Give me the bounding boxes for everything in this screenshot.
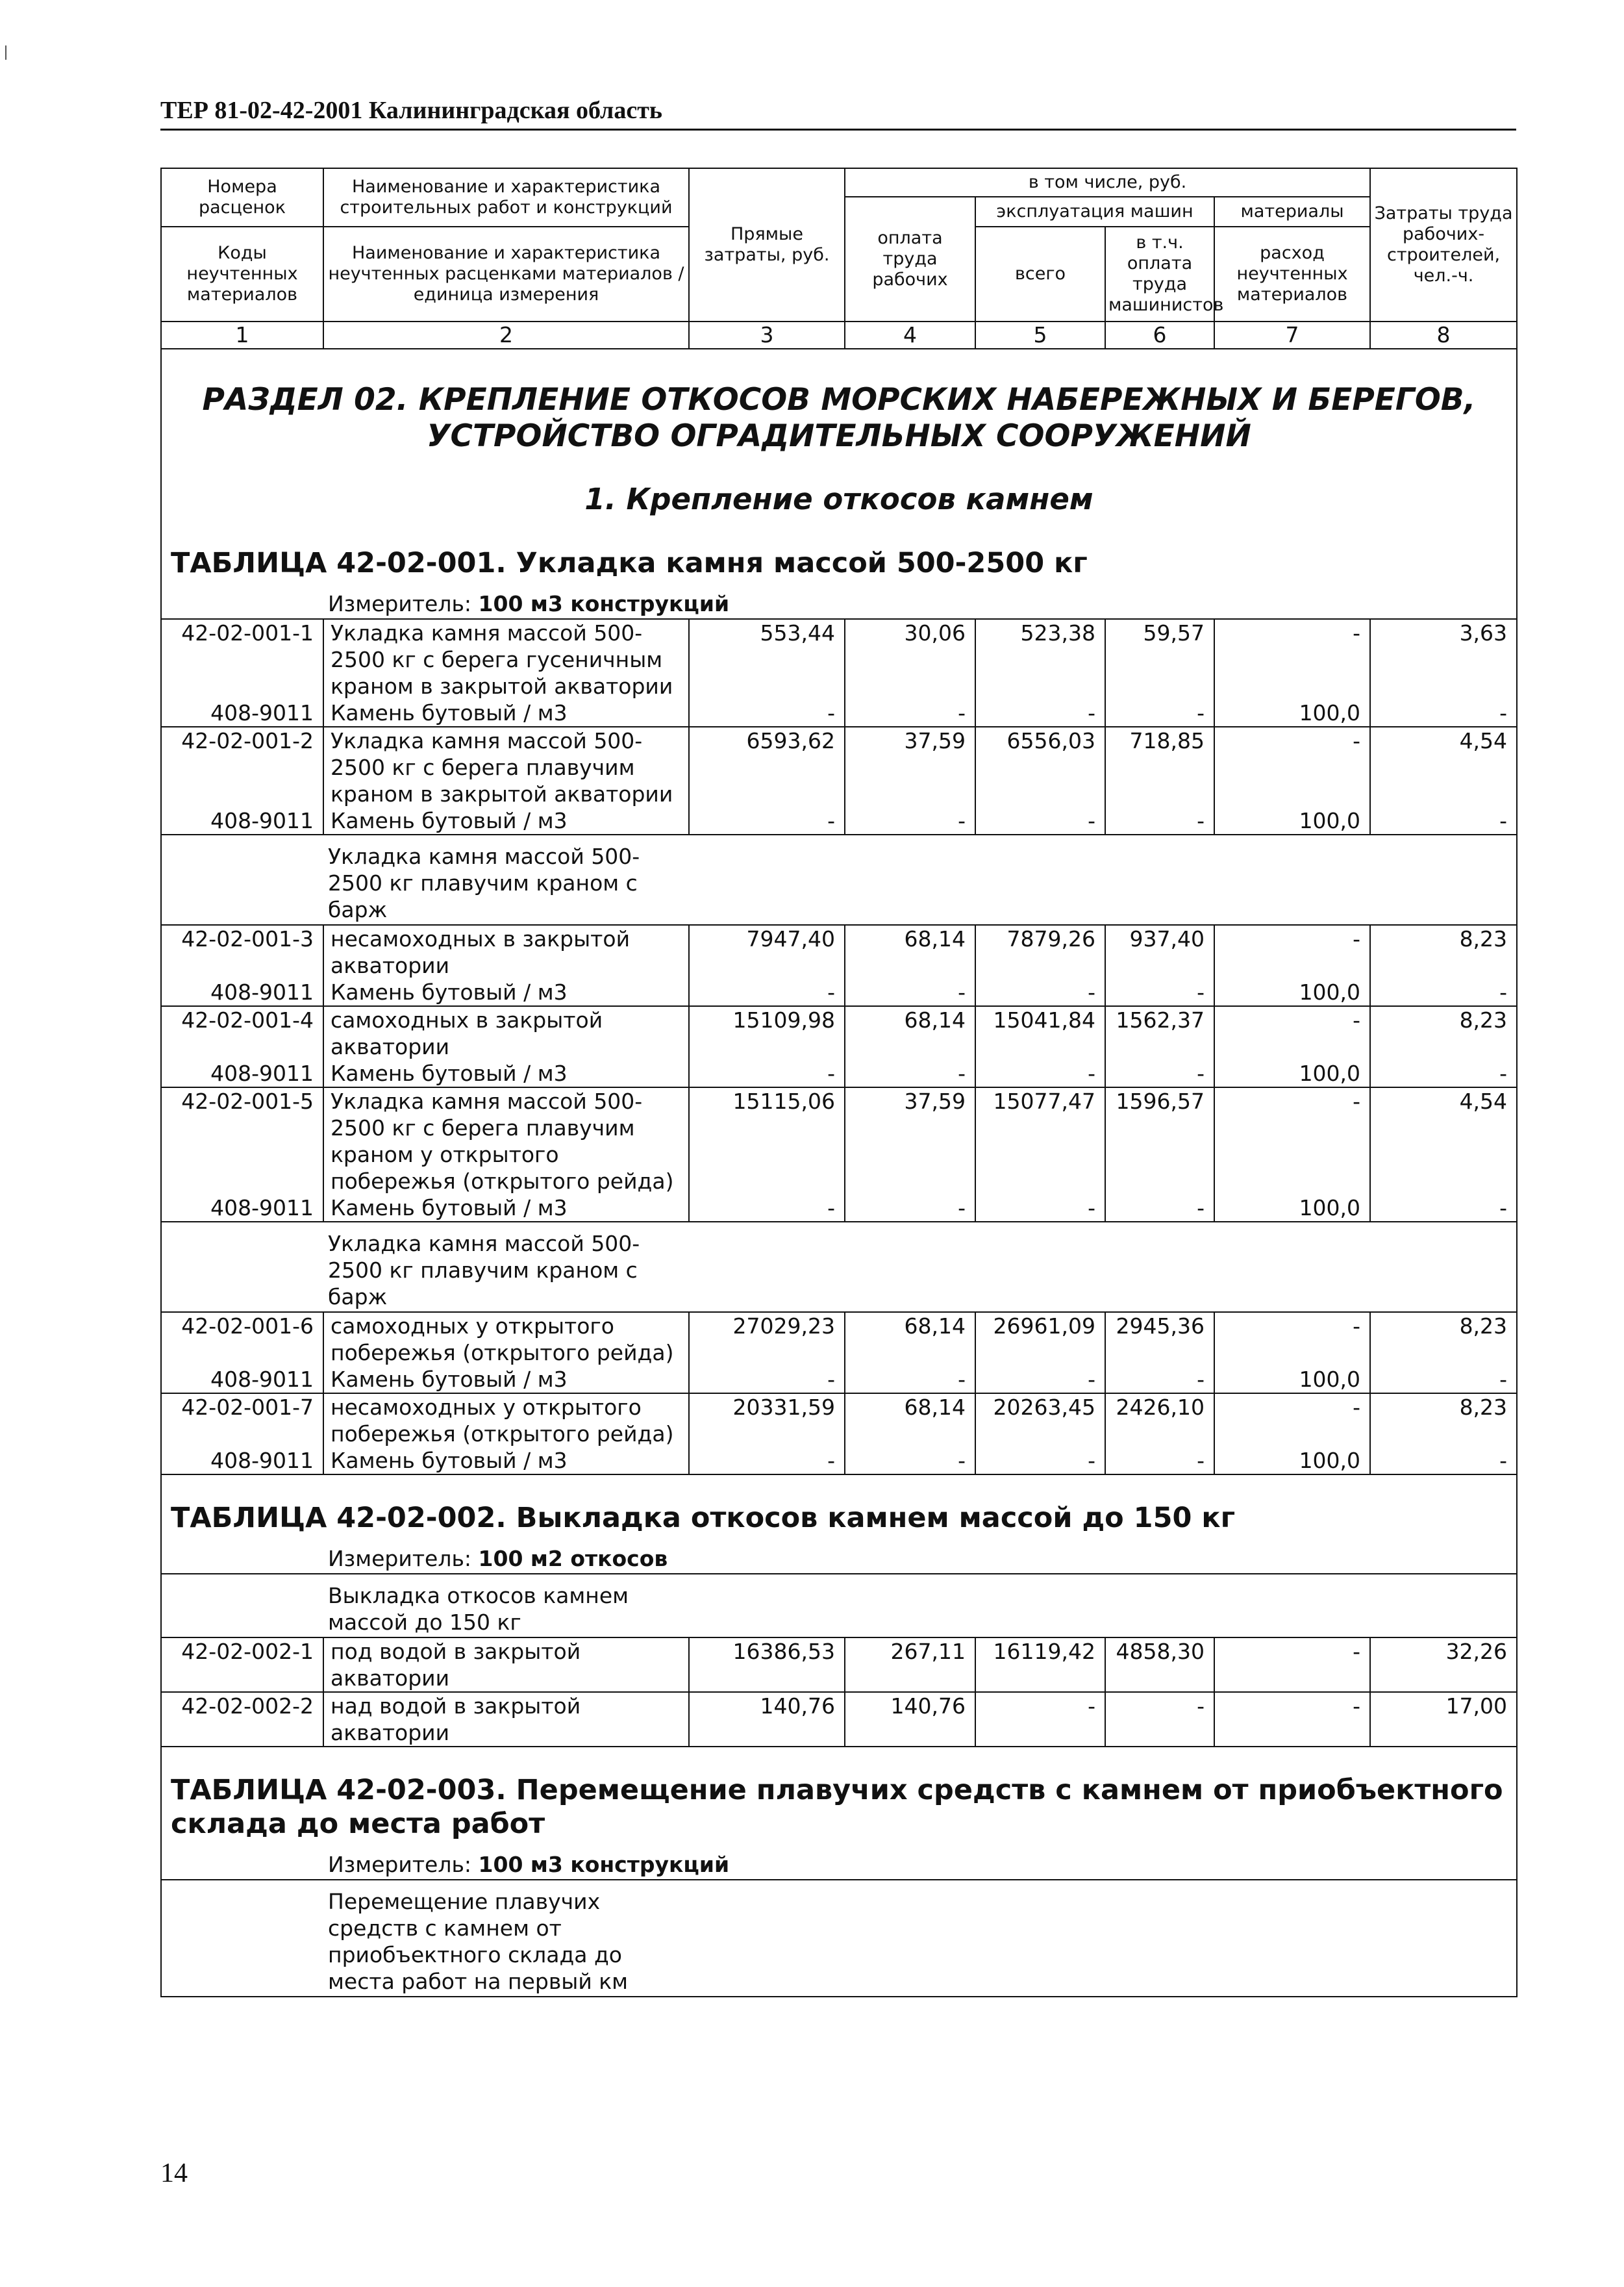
group-row: Укладка камня массой 500-2500 кг плавучим краном с барж	[161, 1222, 1517, 1312]
col1-top: Номера расценок	[161, 168, 323, 227]
table-title: ТАБЛИЦА 42-02-001. Укладка камня массой 500-2500 кг	[171, 547, 1088, 579]
table-title: ТАБЛИЦА 42-02-002. Выкладка откосов камнем массой до 150 кг	[171, 1502, 1236, 1534]
col-number: 6	[1105, 322, 1214, 349]
header-rule	[160, 129, 1516, 131]
group-row: Укладка камня массой 500-2500 кг плавучим краном с барж	[161, 835, 1517, 925]
material-row: 408-9011 Камень бутовый / м3 - - - - 100,0 -	[161, 979, 1517, 1006]
page-header: ТЕР 81-02-42-2001 Калининградская область	[160, 97, 663, 124]
material-row: 408-9011 Камень бутовый / м3 - - - - 100,0 -	[161, 807, 1517, 835]
col-number: 3	[689, 322, 845, 349]
table-row: 42-02-001-7 несамоходных у открытого побережья (открытого рейда) 20331,59 68,14 20263,45 2426,10 - 8,23	[161, 1393, 1517, 1447]
col-number: 8	[1370, 322, 1517, 349]
rates-table	[160, 168, 1518, 1997]
col6-header: в т.ч. оплата труда машинистов	[1105, 227, 1214, 322]
table2-heading	[161, 1474, 1517, 1574]
table-row: 42-02-001-2 Укладка камня массой 500-2500 кг с берега плавучим краном в закрытой акватории 6593,62 37,59 6556,03 718,85 - 4,54	[161, 727, 1517, 807]
scan-mark	[5, 45, 6, 60]
machines-header: эксплуатация машин	[975, 197, 1214, 227]
col4-header: оплата труда рабочих	[845, 197, 975, 322]
col2-bottom: Наименование и характеристика неучтенных расценками материалов / единица измерения	[323, 227, 689, 322]
col-number: 4	[845, 322, 975, 349]
table-title: ТАБЛИЦА 42-02-003. Перемещение плавучих средств с камнем от приобъектного склада до места работ	[171, 1774, 1503, 1840]
material-row: 408-9011 Камень бутовый / м3 - - - - 100,0 -	[161, 1194, 1517, 1222]
material-row: 408-9011 Камень бутовый / м3 - - - - 100,0 -	[161, 1366, 1517, 1393]
group-header: в том числе, руб.	[845, 168, 1370, 197]
material-row: 408-9011 Камень бутовый / м3 - - - - 100,0 -	[161, 700, 1517, 727]
table-row: 42-02-002-2 над водой в закрытой акватории 140,76 140,76 - - - 17,00	[161, 1692, 1517, 1747]
table-row: 42-02-001-6 самоходных у открытого побережья (открытого рейда) 27029,23 68,14 26961,09 2945,36 - 8,23	[161, 1312, 1517, 1366]
material-row: 408-9011 Камень бутовый / м3 - - - - 100,0 -	[161, 1060, 1517, 1087]
group-row: Перемещение плавучих средств с камнем от приобъектного склада до места работ на первый км	[161, 1880, 1517, 1997]
col5-header: всего	[975, 227, 1105, 322]
col7-header: расход неучтенных материалов	[1214, 227, 1370, 322]
col-number: 2	[323, 322, 689, 349]
col-number: 7	[1214, 322, 1370, 349]
table-measure: Измеритель: 100 м3 конструкций	[328, 1852, 730, 1877]
table-measure: Измеритель: 100 м2 откосов	[328, 1546, 668, 1571]
col-number: 1	[161, 322, 323, 349]
section-title: РАЗДЕЛ 02. КРЕПЛЕНИЕ ОТКОСОВ МОРСКИХ НАБЕРЕЖНЫХ И БЕРЕГОВ, УСТРОЙСТВО ОГРАДИТЕЛЬНЫХ СООРУЖЕНИЙ	[202, 382, 1476, 454]
table3-heading	[161, 1747, 1517, 1880]
group-row: Выкладка откосов камнем массой до 150 кг	[161, 1574, 1517, 1637]
col3-header: Прямые затраты, руб.	[689, 168, 845, 322]
material-row: 408-9011 Камень бутовый / м3 - - - - 100,0 -	[161, 1447, 1517, 1474]
table-measure: Измеритель: 100 м3 конструкций	[328, 591, 730, 616]
section-subtitle: 1. Крепление откосов камнем	[584, 482, 1093, 516]
col1-bottom: Коды неучтенных материалов	[161, 227, 323, 322]
table-row: 42-02-002-1 под водой в закрытой акватории 16386,53 267,11 16119,42 4858,30 - 32,26	[161, 1637, 1517, 1692]
page-number: 14	[160, 2158, 188, 2188]
table-row: 42-02-001-4 самоходных в закрытой акватории 15109,98 68,14 15041,84 1562,37 - 8,23	[161, 1006, 1517, 1060]
col2-top: Наименование и характеристика строительных работ и конструкций	[323, 168, 689, 227]
table-row: 42-02-001-1 Укладка камня массой 500-2500 кг с берега гусеничным краном в закрытой акватории 553,44 30,06 523,38 59,57 - 3,63	[161, 619, 1517, 700]
col-number: 5	[975, 322, 1105, 349]
table-row: 42-02-001-5 Укладка камня массой 500-2500 кг с берега плавучим краном у открытого побережья (открытого рейда) 15115,06 37,59 15077,47 1596,57 - 4,54	[161, 1087, 1517, 1194]
table-row: 42-02-001-3 несамоходных в закрытой акватории 7947,40 68,14 7879,26 937,40 - 8,23	[161, 925, 1517, 979]
col8-header: Затраты труда рабочих-строителей, чел.-ч.	[1370, 168, 1517, 322]
materials-header: материалы	[1214, 197, 1370, 227]
